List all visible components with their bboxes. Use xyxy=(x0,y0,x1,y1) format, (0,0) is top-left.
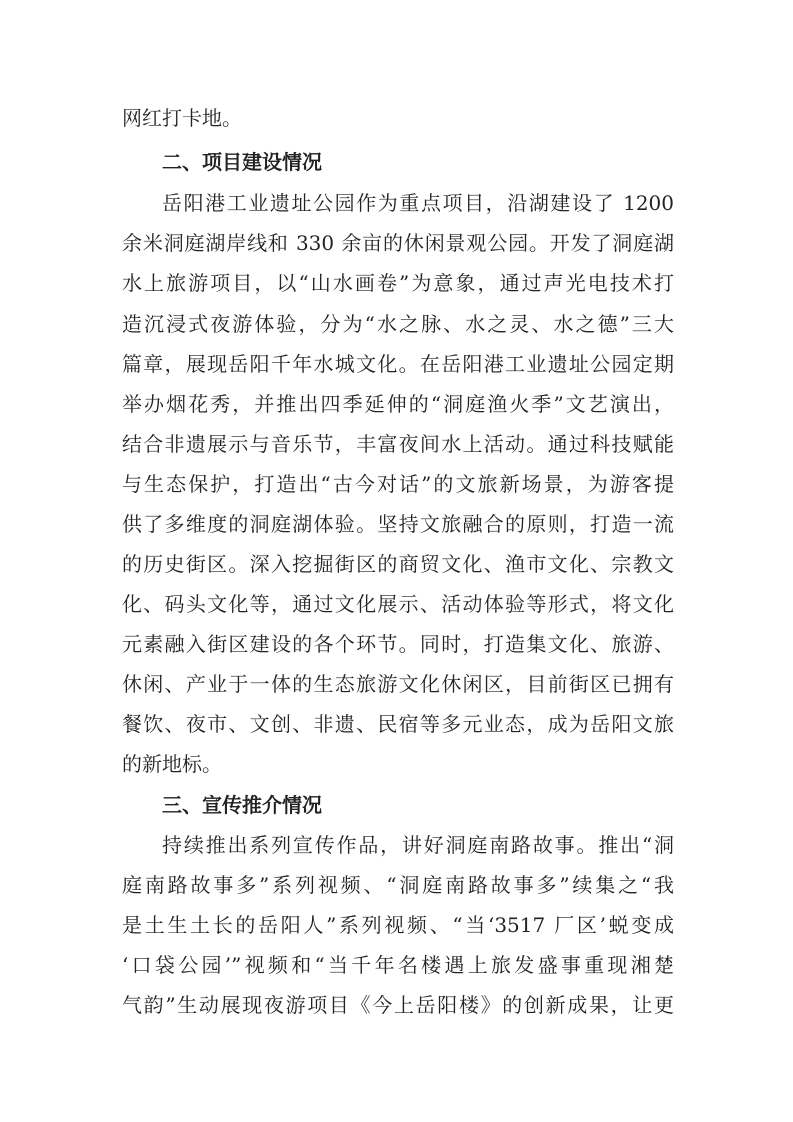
body-text-line: 持续推出系列宣传作品，讲好洞庭南路故事。推出“洞 xyxy=(162,833,674,857)
body-text-line: 篇章，展现岳阳千年水城文化。在岳阳港工业遗址公园定期 xyxy=(122,352,674,376)
body-text-line: 与生态保护，打造出“古今对话”的文旅新场景，为游客提 xyxy=(122,472,674,496)
body-text-line: 化、码头文化等，通过文化展示、活动体验等形式，将文化 xyxy=(122,592,674,616)
body-text-line: 造沉浸式夜游体验，分为“水之脉、水之灵、水之德”三大 xyxy=(122,312,674,336)
body-text-line: 举办烟花秀，并推出四季延伸的“洞庭渔火季”文艺演出， xyxy=(122,392,674,416)
section-heading-project-construction: 二、项目建设情况 xyxy=(162,150,322,174)
body-text-line: 的新地标。 xyxy=(122,752,222,776)
body-text-line: 庭南路故事多”系列视频、“洞庭南路故事多”续集之“我 xyxy=(122,873,674,897)
body-text-line: 岳阳港工业遗址公园作为重点项目，沿湖建设了 1200 xyxy=(162,191,674,215)
body-text-line: 元素融入街区建设的各个环节。同时，打造集文化、旅游、 xyxy=(122,632,674,656)
body-text-line: 的历史街区。深入挖掘街区的商贸文化、渔市文化、宗教文 xyxy=(122,552,674,576)
section-heading-promotion: 三、宣传推介情况 xyxy=(162,793,322,817)
body-text-line: ‘口袋公园’”视频和“当千年名楼遇上旅发盛事重现湘楚 xyxy=(122,953,674,977)
body-text-line: 休闲、产业于一体的生态旅游文化休闲区，目前街区已拥有 xyxy=(122,672,674,696)
body-text-line: 水上旅游项目，以“山水画卷”为意象，通过声光电技术打 xyxy=(122,271,674,295)
body-text-line: 网红打卡地。 xyxy=(122,106,242,130)
body-text-line: 是土生土长的岳阳人”系列视频、“当‘3517 厂区’蜕变成 xyxy=(122,913,674,937)
body-text-line: 餐饮、夜市、文创、非遗、民宿等多元业态，成为岳阳文旅 xyxy=(122,712,674,736)
body-text-line: 气韵”生动展现夜游项目《今上岳阳楼》的创新成果，让更 xyxy=(122,993,674,1017)
body-text-line: 供了多维度的洞庭湖体验。坚持文旅融合的原则，打造一流 xyxy=(122,512,674,536)
body-text-line: 结合非遗展示与音乐节，丰富夜间水上活动。通过科技赋能 xyxy=(122,432,674,456)
body-text-line: 余米洞庭湖岸线和 330 余亩的休闲景观公园。开发了洞庭湖 xyxy=(122,231,674,255)
